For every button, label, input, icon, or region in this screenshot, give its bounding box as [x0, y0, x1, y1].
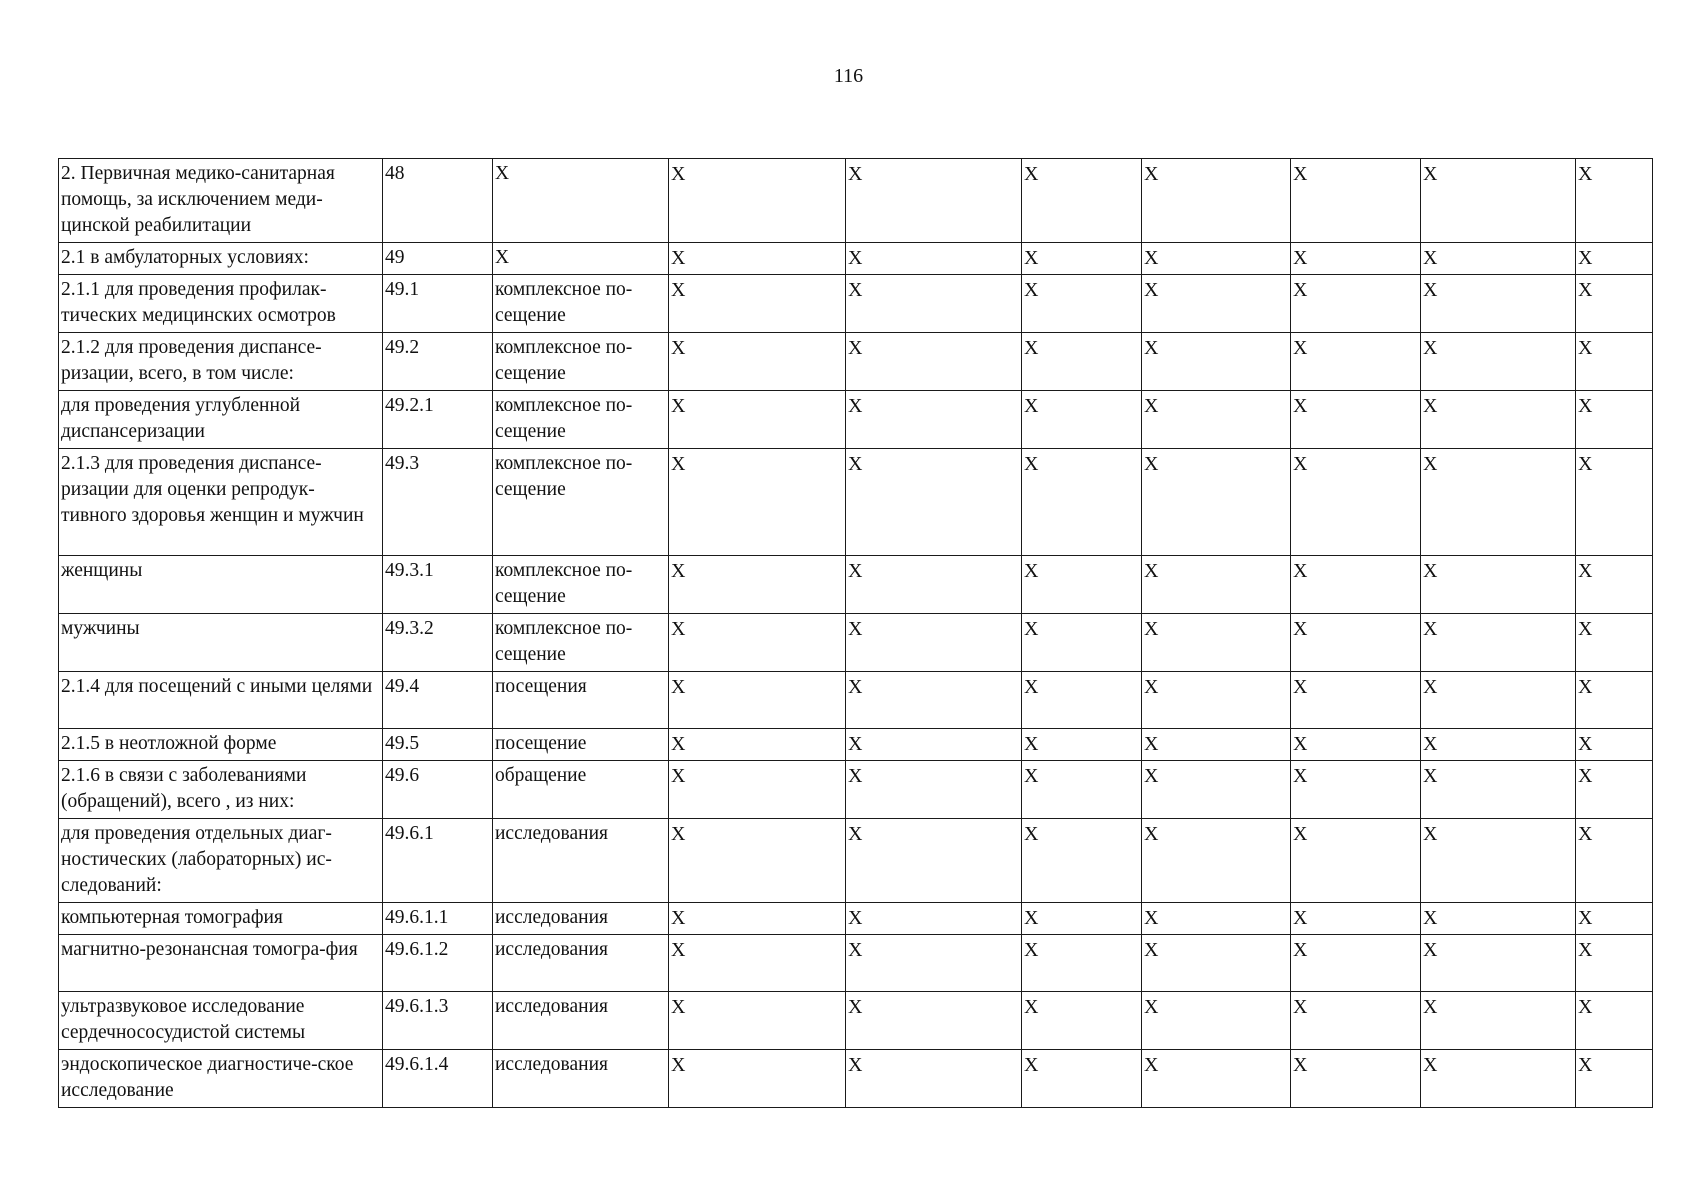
- table-row: [59, 935, 1653, 992]
- x-mark-cell: [669, 614, 846, 672]
- x-mark-cell: [1142, 159, 1291, 243]
- x-mark: X: [1024, 560, 1039, 582]
- x-mark: X: [671, 996, 686, 1018]
- row-unit-cell: исследования: [493, 819, 669, 903]
- x-mark-cell: [1142, 275, 1291, 333]
- x-mark: X: [1293, 676, 1308, 698]
- x-mark: X: [1578, 676, 1593, 698]
- x-mark-cell: [1576, 819, 1653, 903]
- x-mark: X: [1423, 676, 1438, 698]
- x-mark-cell: [846, 614, 1022, 672]
- x-mark-cell: [1576, 333, 1653, 391]
- x-mark: X: [671, 676, 686, 698]
- x-mark-cell: [669, 992, 846, 1050]
- x-mark: X: [1293, 1054, 1308, 1076]
- row-name-cell: 2.1.1 для проведения профилак-тических медицинских осмотров: [59, 275, 383, 333]
- x-mark-cell: [1291, 159, 1421, 243]
- x-mark: X: [671, 337, 686, 359]
- x-mark-cell: [846, 275, 1022, 333]
- row-name-cell: 2.1 в амбулаторных условиях:: [59, 243, 383, 275]
- x-mark-cell: [1022, 903, 1142, 935]
- x-mark-cell: [1022, 391, 1142, 449]
- x-mark: X: [1024, 453, 1039, 475]
- x-mark-cell: [669, 903, 846, 935]
- x-mark-cell: [846, 903, 1022, 935]
- x-mark-cell: [1576, 159, 1653, 243]
- x-mark: X: [1024, 279, 1039, 301]
- x-mark-cell: [1291, 333, 1421, 391]
- x-mark: X: [1144, 395, 1159, 417]
- row-unit-cell: обращение: [493, 761, 669, 819]
- x-mark-cell: [669, 333, 846, 391]
- x-mark: X: [1423, 560, 1438, 582]
- x-mark-cell: [1576, 672, 1653, 729]
- x-mark: X: [848, 279, 863, 301]
- x-mark-cell: [1576, 243, 1653, 275]
- x-mark: X: [1423, 618, 1438, 640]
- row-name-cell: компьютерная томография: [59, 903, 383, 935]
- x-mark-cell: [1576, 556, 1653, 614]
- table-row: [59, 729, 1653, 761]
- x-mark: X: [1578, 765, 1593, 787]
- table-body: [59, 159, 1653, 1108]
- x-mark-cell: [1291, 935, 1421, 992]
- table-row: [59, 243, 1653, 275]
- x-mark: X: [1024, 1054, 1039, 1076]
- table-row: [59, 556, 1653, 614]
- row-code-cell: 49.3.2: [383, 614, 493, 672]
- x-mark: X: [1144, 453, 1159, 475]
- x-mark-cell: [1142, 243, 1291, 275]
- x-mark-cell: [846, 1050, 1022, 1108]
- x-mark-cell: [1022, 159, 1142, 243]
- x-mark-cell: [1576, 992, 1653, 1050]
- x-mark: X: [1293, 163, 1308, 185]
- x-mark-cell: [1291, 729, 1421, 761]
- x-mark-cell: [1022, 275, 1142, 333]
- x-mark-cell: [1022, 333, 1142, 391]
- x-mark: X: [1024, 733, 1039, 755]
- row-code-cell: 48: [383, 159, 493, 243]
- x-mark: X: [671, 163, 686, 185]
- row-code-cell: 49: [383, 243, 493, 275]
- x-mark: X: [848, 1054, 863, 1076]
- x-mark-cell: [669, 819, 846, 903]
- x-mark-cell: [846, 819, 1022, 903]
- x-mark-cell: [1291, 992, 1421, 1050]
- x-mark-cell: [1142, 935, 1291, 992]
- row-code-cell: 49.5: [383, 729, 493, 761]
- row-code-cell: 49.6.1.2: [383, 935, 493, 992]
- x-mark: X: [1144, 560, 1159, 582]
- x-mark-cell: [1022, 992, 1142, 1050]
- x-mark: X: [1144, 676, 1159, 698]
- row-name-cell: эндоскопическое диагностиче-ское исследование: [59, 1050, 383, 1108]
- x-mark: X: [848, 907, 863, 929]
- x-mark: X: [1293, 247, 1308, 269]
- x-mark-cell: [1421, 449, 1576, 556]
- table-row: [59, 614, 1653, 672]
- table-row: [59, 1050, 1653, 1108]
- x-mark: X: [1578, 1054, 1593, 1076]
- x-mark: X: [1024, 337, 1039, 359]
- x-mark: X: [1578, 733, 1593, 755]
- x-mark: X: [1578, 247, 1593, 269]
- x-mark: X: [1578, 823, 1593, 845]
- x-mark: X: [1144, 163, 1159, 185]
- x-mark: X: [1578, 907, 1593, 929]
- x-mark: X: [1293, 395, 1308, 417]
- x-mark: X: [848, 395, 863, 417]
- x-mark: X: [1578, 453, 1593, 475]
- x-mark-cell: [1142, 333, 1291, 391]
- x-mark: X: [1293, 453, 1308, 475]
- row-code-cell: 49.3: [383, 449, 493, 556]
- x-mark-cell: [1291, 391, 1421, 449]
- table-row: [59, 761, 1653, 819]
- row-unit-cell: исследования: [493, 1050, 669, 1108]
- x-mark-cell: [1291, 761, 1421, 819]
- row-name-cell: 2.1.6 в связи с заболеваниями (обращений), всего , из них:: [59, 761, 383, 819]
- x-mark: X: [1423, 279, 1438, 301]
- x-mark-cell: [669, 761, 846, 819]
- x-mark-cell: [846, 992, 1022, 1050]
- row-unit-cell: комплексное по-сещение: [493, 614, 669, 672]
- x-mark-cell: [1421, 672, 1576, 729]
- x-mark-cell: [1291, 556, 1421, 614]
- row-unit-cell: исследования: [493, 935, 669, 992]
- x-mark: X: [1144, 823, 1159, 845]
- x-mark-cell: [846, 391, 1022, 449]
- x-mark: X: [1293, 823, 1308, 845]
- x-mark: X: [1423, 939, 1438, 961]
- x-mark-cell: [1022, 614, 1142, 672]
- row-name-cell: 2.1.2 для проведения диспансе-ризации, всего, в том числе:: [59, 333, 383, 391]
- x-mark: X: [1423, 163, 1438, 185]
- x-mark-cell: [1291, 614, 1421, 672]
- x-mark: X: [1024, 676, 1039, 698]
- x-mark-cell: [669, 1050, 846, 1108]
- x-mark: X: [1423, 395, 1438, 417]
- x-mark: X: [1578, 337, 1593, 359]
- x-mark-cell: [1291, 449, 1421, 556]
- row-code-cell: 49.6.1.4: [383, 1050, 493, 1108]
- table-row: [59, 819, 1653, 903]
- x-mark: X: [1293, 733, 1308, 755]
- x-mark: X: [1293, 560, 1308, 582]
- x-mark-cell: [846, 761, 1022, 819]
- x-mark: X: [1293, 618, 1308, 640]
- x-mark: X: [1293, 907, 1308, 929]
- x-mark-cell: [1142, 1050, 1291, 1108]
- table-row: [59, 992, 1653, 1050]
- x-mark-cell: [1421, 935, 1576, 992]
- x-mark: X: [1423, 907, 1438, 929]
- x-mark-cell: [669, 275, 846, 333]
- row-name-cell: магнитно-резонансная томогра-фия: [59, 935, 383, 992]
- x-mark: X: [1293, 337, 1308, 359]
- x-mark: X: [1144, 939, 1159, 961]
- x-mark-cell: [1142, 391, 1291, 449]
- x-mark-cell: [669, 391, 846, 449]
- x-mark: X: [1144, 733, 1159, 755]
- x-mark-cell: [1142, 449, 1291, 556]
- x-mark-cell: [1022, 819, 1142, 903]
- row-unit-cell: комплексное по-сещение: [493, 275, 669, 333]
- x-mark-cell: [1022, 449, 1142, 556]
- x-mark: X: [1578, 279, 1593, 301]
- x-mark: X: [848, 676, 863, 698]
- x-mark-cell: [1421, 391, 1576, 449]
- x-mark: X: [1144, 618, 1159, 640]
- row-unit-cell: исследования: [493, 992, 669, 1050]
- table-row: [59, 903, 1653, 935]
- x-mark: X: [848, 939, 863, 961]
- row-unit-cell: X: [493, 159, 669, 243]
- row-name-cell: ультразвуковое исследование сердечнососудистой системы: [59, 992, 383, 1050]
- x-mark: X: [1423, 453, 1438, 475]
- x-mark-cell: [846, 159, 1022, 243]
- x-mark-cell: [1421, 275, 1576, 333]
- x-mark-cell: [1421, 903, 1576, 935]
- row-unit-cell: X: [493, 243, 669, 275]
- x-mark: X: [848, 453, 863, 475]
- x-mark: X: [848, 618, 863, 640]
- x-mark: X: [1024, 823, 1039, 845]
- x-mark-cell: [1291, 1050, 1421, 1108]
- row-code-cell: 49.1: [383, 275, 493, 333]
- row-code-cell: 49.4: [383, 672, 493, 729]
- x-mark-cell: [1022, 556, 1142, 614]
- x-mark-cell: [1142, 903, 1291, 935]
- row-code-cell: 49.2.1: [383, 391, 493, 449]
- x-mark: X: [848, 823, 863, 845]
- x-mark-cell: [846, 449, 1022, 556]
- row-unit-cell: комплексное по-сещение: [493, 333, 669, 391]
- x-mark: X: [1024, 939, 1039, 961]
- x-mark-cell: [846, 333, 1022, 391]
- x-mark: X: [1024, 395, 1039, 417]
- x-mark-cell: [1022, 672, 1142, 729]
- row-name-cell: 2.1.4 для посещений с иными целями: [59, 672, 383, 729]
- x-mark: X: [671, 279, 686, 301]
- x-mark: X: [1423, 996, 1438, 1018]
- x-mark-cell: [1421, 614, 1576, 672]
- x-mark-cell: [1576, 391, 1653, 449]
- row-unit-cell: посещения: [493, 672, 669, 729]
- x-mark: X: [1144, 247, 1159, 269]
- x-mark-cell: [1142, 556, 1291, 614]
- row-name-cell: для проведения углубленной диспансеризации: [59, 391, 383, 449]
- x-mark: X: [1578, 395, 1593, 417]
- x-mark-cell: [846, 935, 1022, 992]
- x-mark: X: [1024, 247, 1039, 269]
- row-unit-cell: исследования: [493, 903, 669, 935]
- row-code-cell: 49.6.1.3: [383, 992, 493, 1050]
- x-mark-cell: [1421, 819, 1576, 903]
- x-mark-cell: [1576, 729, 1653, 761]
- x-mark: X: [671, 618, 686, 640]
- x-mark: X: [1024, 996, 1039, 1018]
- x-mark: X: [1144, 996, 1159, 1018]
- row-name-cell: 2.1.3 для проведения диспансе-ризации для оценки репродук-тивного здоровья женщин и мужчин: [59, 449, 383, 556]
- row-unit-cell: посещение: [493, 729, 669, 761]
- x-mark-cell: [1022, 1050, 1142, 1108]
- x-mark: X: [848, 247, 863, 269]
- row-code-cell: 49.6: [383, 761, 493, 819]
- row-code-cell: 49.2: [383, 333, 493, 391]
- row-code-cell: 49.6.1: [383, 819, 493, 903]
- row-name-cell: женщины: [59, 556, 383, 614]
- x-mark: X: [1144, 907, 1159, 929]
- x-mark: X: [1293, 765, 1308, 787]
- x-mark: X: [671, 247, 686, 269]
- x-mark: X: [1293, 939, 1308, 961]
- row-unit-cell: комплексное по-сещение: [493, 556, 669, 614]
- x-mark: X: [848, 733, 863, 755]
- x-mark-cell: [1291, 672, 1421, 729]
- x-mark: X: [671, 733, 686, 755]
- x-mark-cell: [1142, 672, 1291, 729]
- x-mark: X: [671, 1054, 686, 1076]
- x-mark-cell: [1576, 614, 1653, 672]
- x-mark-cell: [1576, 903, 1653, 935]
- row-code-cell: 49.3.1: [383, 556, 493, 614]
- row-unit-cell: комплексное по-сещение: [493, 391, 669, 449]
- x-mark-cell: [1421, 729, 1576, 761]
- x-mark-cell: [1142, 614, 1291, 672]
- x-mark-cell: [1576, 449, 1653, 556]
- x-mark-cell: [1022, 243, 1142, 275]
- x-mark: X: [1144, 337, 1159, 359]
- x-mark: X: [671, 907, 686, 929]
- x-mark: X: [848, 560, 863, 582]
- x-mark: X: [1423, 247, 1438, 269]
- x-mark-cell: [669, 935, 846, 992]
- table-row: [59, 275, 1653, 333]
- x-mark: X: [848, 765, 863, 787]
- x-mark-cell: [1576, 761, 1653, 819]
- x-mark-cell: [669, 672, 846, 729]
- x-mark-cell: [1421, 159, 1576, 243]
- x-mark-cell: [1291, 819, 1421, 903]
- x-mark-cell: [1576, 1050, 1653, 1108]
- x-mark-cell: [1142, 729, 1291, 761]
- x-mark-cell: [669, 449, 846, 556]
- x-mark: X: [1024, 163, 1039, 185]
- x-mark: X: [1578, 560, 1593, 582]
- x-mark-cell: [669, 159, 846, 243]
- x-mark-cell: [846, 672, 1022, 729]
- x-mark-cell: [1421, 1050, 1576, 1108]
- x-mark: X: [1423, 733, 1438, 755]
- x-mark: X: [1144, 279, 1159, 301]
- x-mark: X: [848, 163, 863, 185]
- x-mark-cell: [1291, 243, 1421, 275]
- x-mark-cell: [669, 556, 846, 614]
- x-mark-cell: [1421, 243, 1576, 275]
- x-mark-cell: [846, 729, 1022, 761]
- x-mark: X: [1144, 1054, 1159, 1076]
- x-mark: X: [1024, 765, 1039, 787]
- x-mark: X: [848, 996, 863, 1018]
- x-mark: X: [671, 823, 686, 845]
- table-row: [59, 333, 1653, 391]
- x-mark: X: [848, 337, 863, 359]
- x-mark: X: [1024, 618, 1039, 640]
- x-mark: X: [671, 560, 686, 582]
- row-name-cell: 2. Первичная медико-санитарная помощь, за исключением меди-цинской реабилитации: [59, 159, 383, 243]
- x-mark: X: [1423, 1054, 1438, 1076]
- x-mark-cell: [669, 729, 846, 761]
- row-code-cell: 49.6.1.1: [383, 903, 493, 935]
- x-mark: X: [1578, 618, 1593, 640]
- x-mark: X: [1423, 823, 1438, 845]
- x-mark: X: [671, 453, 686, 475]
- page-number: 116: [833, 65, 864, 87]
- x-mark-cell: [1022, 935, 1142, 992]
- row-name-cell: мужчины: [59, 614, 383, 672]
- row-name-cell: для проведения отдельных диаг-ностических (лабораторных) ис-следований:: [59, 819, 383, 903]
- x-mark-cell: [1142, 761, 1291, 819]
- volume-table: [58, 158, 1653, 1108]
- x-mark-cell: [846, 243, 1022, 275]
- x-mark: X: [1578, 163, 1593, 185]
- table-row: [59, 159, 1653, 243]
- x-mark: X: [1293, 996, 1308, 1018]
- x-mark: X: [1423, 765, 1438, 787]
- x-mark-cell: [1022, 761, 1142, 819]
- x-mark: X: [671, 395, 686, 417]
- x-mark-cell: [1142, 992, 1291, 1050]
- x-mark: X: [671, 939, 686, 961]
- x-mark: X: [1578, 939, 1593, 961]
- x-mark-cell: [1421, 761, 1576, 819]
- row-unit-cell: комплексное по-сещение: [493, 449, 669, 556]
- x-mark-cell: [1421, 992, 1576, 1050]
- table-row: [59, 672, 1653, 729]
- row-name-cell: 2.1.5 в неотложной форме: [59, 729, 383, 761]
- x-mark-cell: [1022, 729, 1142, 761]
- x-mark: X: [1578, 996, 1593, 1018]
- x-mark: X: [1144, 765, 1159, 787]
- x-mark-cell: [1291, 903, 1421, 935]
- x-mark-cell: [1421, 333, 1576, 391]
- x-mark: X: [1024, 907, 1039, 929]
- x-mark-cell: [1142, 819, 1291, 903]
- x-mark-cell: [846, 556, 1022, 614]
- table-row: [59, 391, 1653, 449]
- x-mark-cell: [1576, 935, 1653, 992]
- x-mark: X: [1423, 337, 1438, 359]
- x-mark-cell: [1576, 275, 1653, 333]
- x-mark-cell: [669, 243, 846, 275]
- x-mark-cell: [1421, 556, 1576, 614]
- x-mark-cell: [1291, 275, 1421, 333]
- x-mark: X: [1293, 279, 1308, 301]
- x-mark: X: [671, 765, 686, 787]
- table-row: [59, 449, 1653, 556]
